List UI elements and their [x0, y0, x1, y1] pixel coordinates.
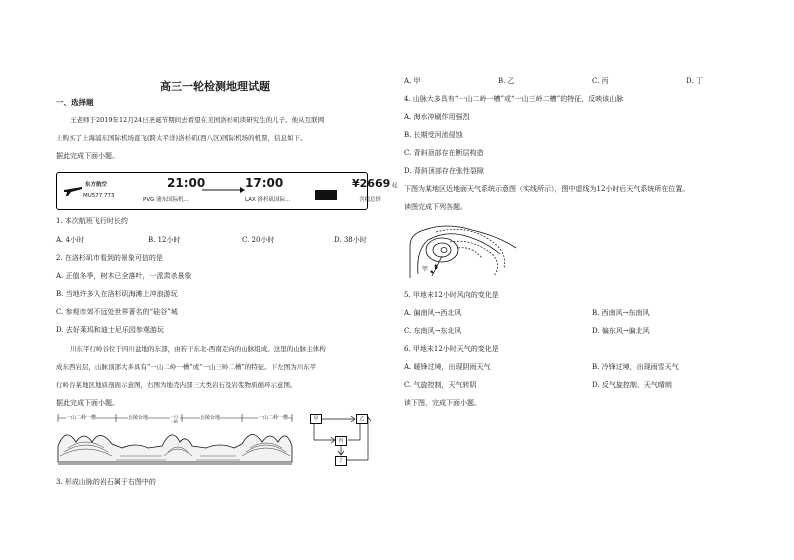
q1-option-d: D. 38小时: [334, 236, 367, 244]
profile-label-5: 一山二岭一槽: [258, 415, 289, 421]
airplane-icon: [63, 183, 83, 197]
prompt-1: 据此完成下面小题。: [56, 152, 119, 160]
q6-stem: 6. 甲地未12小时天气的变化是: [404, 345, 499, 353]
q5-option-d: D. 偏东风→偏北风: [592, 327, 650, 335]
arrival-airport: LAX 洛杉矶国际...: [245, 197, 291, 203]
q5-stem: 5. 甲地未12小时风向的变化是: [404, 291, 499, 299]
q3-option-b: B. 乙: [498, 77, 515, 85]
q4-stem: 4. 山脉大多具有“一山二岭一槽”或“一山三岭二槽”的特征，反映该山脉: [404, 95, 624, 103]
q4-option-c: C. 背斜顶部存在断层构造: [404, 149, 484, 157]
q3-stem: 3. 形成山脉的岩石属于右图中的: [56, 478, 156, 486]
prompt-3: 读下图，完成下面小题。: [404, 399, 481, 407]
passage-2-line-2: 成东西岩层，山脉顶部大多具有“一山二岭一槽”或“一山三岭二槽”的特征。下左图为川东平: [56, 363, 317, 371]
departure-airport: PVG 浦东国际机...: [143, 197, 189, 203]
q6-option-d: D. 反气旋控制，天气晴朗: [592, 381, 672, 389]
q2-stem: 2. 在洛杉矶市看到的景象可信的是: [56, 254, 163, 262]
q4-option-d: D. 背斜顶部存在张性裂隙: [404, 167, 484, 175]
ticket-price: ¥2669: [352, 177, 391, 190]
passage-3-line-2: 读图完成下列各题。: [404, 203, 467, 211]
q1-option-b: B. 12小时: [148, 236, 181, 244]
passage-2-line-1: 川东平行岭谷位于四川盆地的东部，由若干东北-西南走向的山脉组成。这里的山脉主体构: [70, 345, 326, 353]
q3-option-c: C. 丙: [592, 77, 609, 85]
q1-option-c: C. 20小时: [242, 236, 275, 244]
passage-3-line-1: 下图为某地区近地面天气系统示意图（实线所示），图中虚线为12小时后天气系统所在位置。: [404, 185, 690, 193]
section-heading: 一、选择题: [56, 98, 94, 107]
passage-1-line-1: 王老师于2019年12月24日圣诞节期间去看望在美国洛杉矶读研究生的儿子。他从互联网: [70, 116, 325, 124]
map-label-jia: 甲: [422, 266, 429, 273]
profile-label-1: 一山二岭一槽: [66, 415, 97, 421]
q5-option-b: B. 西南风→东南风: [592, 309, 650, 317]
q3-option-d: D. 丁: [686, 77, 703, 85]
price-suffix: 起: [392, 183, 398, 189]
q2-option-b: B. 当地许多人在洛杉矶海滩上冲浪游玩: [56, 290, 178, 298]
rock-box-yi: 乙: [356, 414, 368, 424]
profile-label-4: 丘陵台地: [200, 415, 221, 421]
departure-time: 21:00: [167, 176, 206, 190]
q6-option-c: C. 气旋控制，天气转阴: [404, 381, 477, 389]
q1-stem: 1. 本次航班飞行时长约: [56, 217, 128, 225]
arrival-time: 17:00: [245, 176, 284, 190]
rock-box-jia: 甲: [310, 414, 322, 424]
q2-option-a: A. 正值冬季，树木已全落叶，一派肃杀景象: [56, 272, 192, 280]
q3-option-a: A. 甲: [404, 77, 421, 85]
price-tax-note: 含税总价: [359, 197, 382, 203]
flight-number: MU577 773: [83, 193, 115, 199]
rock-box-ding: 丁: [335, 456, 347, 466]
q4-option-a: A. 海水冲刷作用强烈: [404, 113, 470, 121]
q6-option-a: A. 暖锋过境，出现阴雨天气: [404, 363, 491, 371]
q6-option-b: B. 冷锋过境，出现雨雪天气: [592, 363, 679, 371]
q4-option-b: B. 长期受河流侵蚀: [404, 131, 463, 139]
q5-option-c: C. 东南风→东北风: [404, 327, 462, 335]
passage-1-line-2: 上购买了上海浦东国际机场直飞(跨太平洋)洛杉矶(西八区)国际机场的机票，信息如下。: [56, 134, 307, 142]
profile-label-3: 一山一岭: [170, 414, 178, 424]
q1-option-a: A. 4小时: [56, 236, 84, 244]
page-title: 高三一轮检测地理试题: [160, 80, 270, 93]
q2-option-d: D. 去好莱坞和迪士尼乐园参观游玩: [56, 326, 164, 334]
profile-label-2: 丘陵台地: [128, 415, 149, 421]
rock-box-bing: 丙: [335, 436, 347, 446]
flight-ticket: [56, 172, 398, 210]
q2-option-c: C. 参观市郊不远处世界著名的“硅谷”城: [56, 308, 178, 316]
airline-name: 东方航空: [85, 182, 108, 188]
redacted-block: [315, 190, 337, 200]
prompt-2: 据此完成下面小题。: [56, 399, 119, 407]
arrow-icon: [202, 187, 246, 193]
passage-2-line-3: 行岭谷某地区地质剖面示意图，右图为地壳内部三大类岩石及岩浆物质循环示意图。: [56, 381, 297, 389]
q5-option-a: A. 偏南风→西北风: [404, 309, 462, 317]
